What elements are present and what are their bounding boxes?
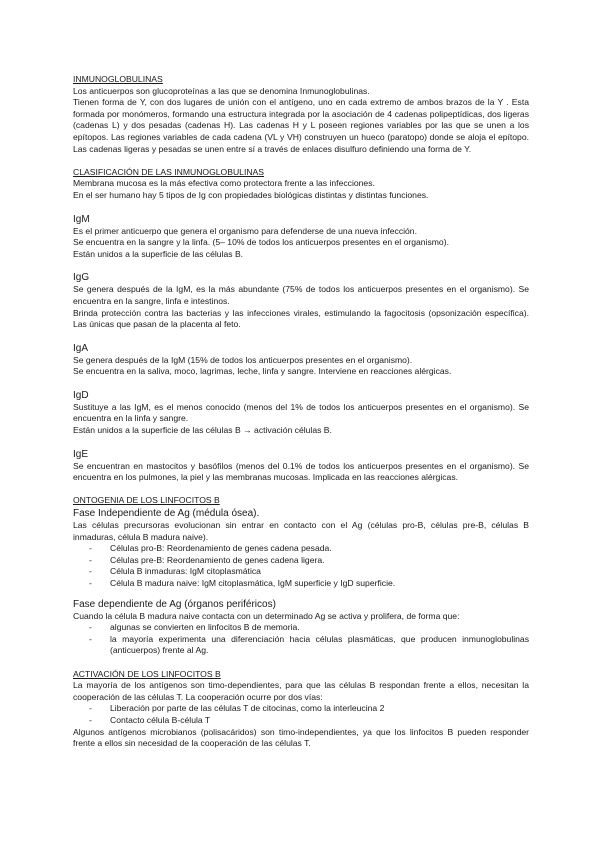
list-phase-independent [73, 543, 529, 589]
list-item: - Células pre-B: Reordenamiento de genes cadena ligera. [89, 555, 529, 567]
document-content [73, 74, 529, 750]
list-item: - la mayoría experimenta una diferenciación hacia células plasmáticas, que producen inmunoglobulinas (anticuerpos) frente al Ag. [89, 634, 529, 657]
section-title-immunoglobulins: INMUNOGLOBULINAS [73, 74, 163, 84]
paragraph: Se genera después de la IgM, es la más abundante (75% de todos los anticuerpos presentes en el organismo). Se encuentra en la sangre, linfa e intestinos. [73, 284, 529, 306]
paragraph: En el ser humano hay 5 tipos de Ig con propiedades biológicas distintas y distintas funciones. [73, 189, 429, 200]
list-item: - Célula B madura naive: IgM citoplasmática, IgM superficie y IgD superficie. [89, 578, 529, 590]
list-item: - Contacto célula B-célula T [89, 715, 529, 727]
paragraph: Se encuentra en la saliva, moco, lagrimas, leche, linfa y sangre. Interviene en reacciones alérgicas. [73, 366, 452, 377]
list-item: - algunas se convierten en linfocitos B de memoria. [89, 622, 529, 634]
paragraph: Es el primer anticuerpo que genera el organismo para defenderse de una nueva infección. [73, 225, 417, 236]
list-cooperation-paths [73, 703, 529, 726]
list-item: - Célula B inmaduras: IgM citoplasmática [89, 566, 529, 578]
subheading-phase-independent: Fase Independiente de Ag (médula ósea). [73, 508, 260, 520]
list-phase-dependent [73, 622, 529, 657]
paragraph: Sustituye a las IgM, es el menos conocido (menos del 1% de todos los anticuerpos presentes en el organismo). Se encuentra en la linfa y sangre. [73, 401, 529, 424]
subheading-igg: IgG [73, 272, 90, 284]
paragraph: Cuando la célula B madura naive contacta con un determinado Ag se activa y prolifera, de forma que: [73, 610, 460, 621]
paragraph: Los anticuerpos son glucoproteínas a las que se denomina Inmunoglobulinas. [73, 85, 370, 96]
paragraph: Membrana mucosa es la más efectiva como protectora frente a las infecciones. [73, 178, 375, 189]
paragraph: Algunos antígenos microbianos (polisacáridos) son timo-independientes, ya que los linfocitos B pueden responder frente a ellos sin necesidad de la cooperación de las células T. [73, 726, 529, 749]
paragraph: Tienen forma de Y, con dos lugares de unión con el antígeno, uno en cada extremo de ambos brazos de la Y . Esta formada por monómeros, formando una estructura integrada por la asociación de 4 cadenas polipeptídicas, dos ligeras (cadenas L) y dos pesadas (cadenas H). Las cadenas H y L poseen regiones variables por las que se unen a los epítopos. Las regiones variables de cada cadena (VL y VH) construyen un hueco (paratopo) donde se aloja el epítopo. Las cadenas ligeras y pesadas se unen entre sí a través de enlaces disulfuro definiendo una forma de Y. [73, 97, 529, 154]
subheading-igd: IgD [73, 389, 89, 401]
subheading-phase-dependent: Fase dependiente de Ag (órganos periféricos) [73, 598, 276, 610]
section-title-classification: CLASIFICACIÓN DE LAS INMUNOGLOBULINAS [73, 166, 265, 177]
section-title-activation: ACTIVACIÓN DE LOS LINFOCITOS B [73, 668, 221, 679]
paragraph: Se genera después de la IgM (15% de todos los anticuerpos presentes en el organismo). [73, 354, 413, 365]
paragraph: Se encuentra en la sangre y la linfa. (5– 10% de todos los anticuerpos presentes en el organismo). [73, 237, 449, 248]
paragraph: Están unidos a la superficie de las células B → activación células B. [73, 425, 332, 436]
list-item: - Células pro-B: Reordenamiento de genes cadena pesada. [89, 543, 529, 555]
subheading-iga: IgA [73, 342, 89, 354]
list-item: - Liberación por parte de las células T de citocinas, como la interleucina 2 [89, 703, 529, 715]
paragraph: Brinda protección contra las bacterias y las infecciones virales, estimulando la fagocitosis (opsonización específica). Las únicas que pasan de la placenta al feto. [73, 307, 529, 330]
section-title-ontogeny: ONTOGENIA DE LOS LINFOCITOS B [73, 495, 220, 506]
subheading-ige: IgE [73, 448, 89, 460]
paragraph: Se encuentran en mastocitos y basófilos (menos del 0.1% de todos los anticuerpos presentes en el organismo). Se encuentra en los pulmones, la piel y las membranas mucosas. Implicada en las reacciones alérgicas. [73, 460, 529, 483]
paragraph: La mayoría de los antígenos son timo-dependientes, para que las células B respondan frente a ellos, necesitan la cooperación de las células T. La cooperación ocurre por dos vías: [73, 680, 529, 702]
subheading-igm: IgM [73, 213, 90, 225]
paragraph: Están unidos a la superficie de las células B. [73, 248, 244, 259]
paragraph: Las células precursoras evolucionan sin entrar en contacto con el Ag (células pro-B, células pre-B, células B inmaduras, célula B madura naive). [73, 520, 529, 542]
